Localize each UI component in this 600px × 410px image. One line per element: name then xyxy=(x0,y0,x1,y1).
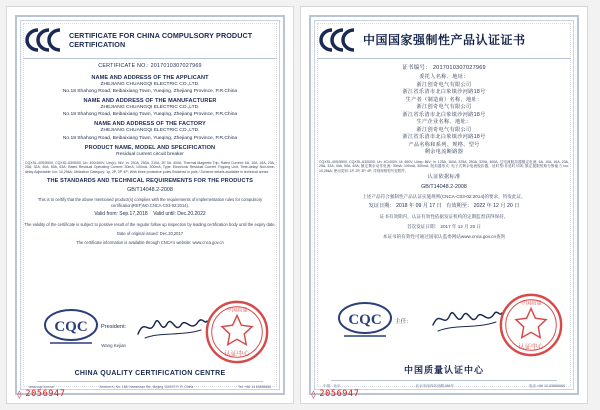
signature-band-right xyxy=(317,291,571,365)
serial-value-left: 2056947 xyxy=(25,389,66,399)
certificate-title-right: 中国国家强制性产品认证证书 xyxy=(363,32,526,47)
issue-date-value: Dec.20,2017 xyxy=(159,230,183,236)
product-name-cn: 剩余电流断路器 xyxy=(424,149,464,156)
manufacturer-name: ZHEJIANG CHUANGQI ELECTRIC CO.,LTD. xyxy=(100,105,200,111)
footer-website-left[interactable]: www.cqc.com.cn xyxy=(29,385,55,389)
applicant-address: No.18 Shahong Road, Beibaixiang Town, Yueqing, Zhejiang Province, P.R.China xyxy=(62,89,238,95)
applicant-address-cn: 浙江省乐清市北白象镇沙河路18号 xyxy=(402,89,486,96)
factory-name: ZHEJIANG CHUANGQI ELECTRIC CO.,LTD. xyxy=(100,128,200,134)
svg-text:认证中心: 认证中心 xyxy=(224,350,250,358)
cqc-logo-icon-right xyxy=(337,299,393,343)
certificate-number-right xyxy=(317,63,571,71)
factory-heading: NAME AND ADDRESS OF THE FACTORY xyxy=(94,121,206,128)
applicant-name: ZHEJIANG CHUANGQI ELECTRIC CO.,LTD. xyxy=(100,82,200,87)
serial-value-right: 2056947 xyxy=(319,389,360,399)
validity-note: The validity of the certificate is subject to positive result of the regular follow up inspection by leading certification body until the expiry date. xyxy=(24,221,276,227)
header-divider-right xyxy=(317,58,571,59)
president-name: Wang Kejian xyxy=(101,343,126,348)
certificate-title-left: CERTIFICATE FOR CHINA COMPULSORY PRODUCT CERTIFICATION xyxy=(69,31,253,49)
manufacturer-address: No.18 Shahong Road, Beibaixiang Town, Yueqing, Zhejiang Province, P.R.China xyxy=(62,112,238,118)
valid-until-label-cn: 有效期至： xyxy=(446,203,473,210)
product-heading-cn: 产品名称和系列、规格、型号 xyxy=(408,141,480,148)
valid-from-label-cn: 发证日期： xyxy=(368,203,395,210)
certificate-english xyxy=(6,6,294,404)
manufacturer-heading: NAME AND ADDRESS OF THE MANUFACTURER xyxy=(83,98,217,105)
product-specification-cn: CQXSL-40S/5500, CQXSL-63/5000, Un: 4C/400V, Ui: 690V, Uimp: 8kV; In: 125A, 160A, 225A, 250A, 320A, 400A; 过电流脱扣器额定电流: 6A, 10A, 16A, 20A, 25A, 32A, 40A, 50A, 63A; 额定剩余动作电流: 30mA, 100mA, 300mA; 脱扣器形式: 电子式剩余电流脱扣器，延时型/非延时可调; 额定极限短路分断能力 Icu: 10,25kA; 使用类别: 1P, 2P, 3P, 4P; 详细规格型号见附件。 xyxy=(319,159,569,174)
footer-divider-left xyxy=(37,381,263,382)
verification-note: The certificate information is available through CNCA's website: www.cnca.gov.cn xyxy=(76,239,224,245)
serial-glyph-left: ◊ xyxy=(17,389,23,399)
svg-text:认证中心: 认证中心 xyxy=(518,343,544,351)
certificate-number-left xyxy=(23,63,277,69)
svg-text:CQC: CQC xyxy=(54,319,88,335)
product-heading: PRODUCT NAME, MODEL AND SPECIFICATION xyxy=(84,144,216,151)
issue-date-label: Date of original issued: xyxy=(116,230,159,236)
factory-heading-cn: 生产企业名称、地址： xyxy=(416,119,472,126)
president-label: President: xyxy=(101,324,127,330)
footer-address-left: Section K, No. 188, Nanshuan Rd., Beijing 100070 P. R. China xyxy=(99,385,194,389)
valid-until-value: Dec.20.2022 xyxy=(177,211,206,218)
validity-dates xyxy=(23,211,277,219)
president-label-cn: 主任： xyxy=(395,319,412,325)
manufacturer-address-cn: 浙江省乐清市北白象镇沙河路18号 xyxy=(402,111,486,118)
applicant-heading-cn: 委托人名称、地址： xyxy=(419,74,469,80)
valid-from-value: Sep.17,2018 xyxy=(119,211,148,218)
ccc-logo-icon-right xyxy=(317,27,357,53)
certificate-number-label-right: 证书编号： xyxy=(402,65,432,71)
footer-divider-right xyxy=(331,380,557,381)
valid-until-value-cn: 2022 年 12 月 20 日 xyxy=(473,203,520,210)
factory-address: No.18 Shahong Road, Beibaixiang Town, Yueqing, Zhejiang Province, P.R.China xyxy=(62,135,238,141)
applicant-name-cn: 浙江创奇电气有限公司 xyxy=(416,81,472,88)
issue-date-label-cn: 首次发证日期： xyxy=(406,223,440,229)
certificate-header-left xyxy=(23,27,277,53)
issue-date-line xyxy=(23,231,277,237)
valid-until-label: Valid until: xyxy=(153,211,176,218)
official-seal-left xyxy=(203,298,271,366)
signature-image-left xyxy=(135,312,209,342)
footer-address-right: 北京市南四环西路188号 xyxy=(415,384,454,388)
organization-name-right: 中国质量认证中心 xyxy=(403,365,484,375)
footer-phone-left: Tel: +86 10 83886666 xyxy=(238,385,271,389)
compliance-note: This is to certify that the above mentioned product(s) complies with the requirements of implementation rules for compulsory certification(REF)NO.CNCA-C03-02:2014). xyxy=(37,196,263,208)
serial-number-right xyxy=(311,389,359,399)
manufacturer-heading-cn: 生产者（制造商）名称、地址： xyxy=(405,96,483,103)
validity-note-cn: 证书有效期内，认证有效性依据发证机构的定期监督获得保持。 xyxy=(379,214,509,220)
certificate-number-label-left: CERTIFICATE NO.: xyxy=(98,63,149,69)
valid-from-label: Valid from: xyxy=(94,211,118,218)
header-divider-left xyxy=(23,58,277,59)
president-block-left xyxy=(101,324,126,348)
signature-band-left xyxy=(23,298,277,372)
cqc-logo-icon-left xyxy=(43,306,99,350)
svg-text:CQC: CQC xyxy=(348,312,382,328)
certificate-chinese xyxy=(300,6,588,404)
certificate-number-value-right: 2017010307027969 xyxy=(432,65,486,71)
manufacturer-name-cn: 浙江创奇电气有限公司 xyxy=(416,104,472,111)
factory-address-cn: 浙江省乐清市北白象镇沙河路18号 xyxy=(402,134,486,141)
certificate-number-value-left: 2017010307027969 xyxy=(150,63,202,69)
footer-phone-right: 电话 +86 10 83886666 xyxy=(528,384,565,388)
organization-name-left: CHINA QUALITY CERTIFICATION CENTRE xyxy=(74,370,226,377)
issue-date-value-cn: 2017 年 12 月 20 日 xyxy=(440,223,482,229)
serial-glyph-right: ◊ xyxy=(311,389,317,399)
certificate-header-right xyxy=(317,27,571,53)
validity-dates-cn xyxy=(317,203,571,211)
standards-heading-cn: 认证依据标准 xyxy=(427,173,461,180)
svg-text:中国质量: 中国质量 xyxy=(520,300,542,307)
issue-date-line-cn xyxy=(317,224,571,231)
ccc-logo-icon xyxy=(23,27,63,53)
compliance-note-cn: 上述产品符合强制性产品认证实施规则(CNCA-C03-02:2014)的要求，特发此证。 xyxy=(362,194,526,200)
svg-text:中国质量: 中国质量 xyxy=(226,307,248,314)
footer-location-right: 中国 · 北京 xyxy=(323,384,341,388)
standards-value: GB/T14048.2-2008 xyxy=(127,186,173,193)
standards-heading: THE STANDARDS AND TECHNICAL REQUIREMENTS FOR THE PRODUCTS xyxy=(46,177,254,184)
serial-number-left xyxy=(17,389,65,399)
product-name: Residual current circuit breaker xyxy=(116,151,184,157)
verification-note-cn: 本证书的有效性可通过国家认监委网站www.cnca.gov.cn查询 xyxy=(382,233,506,239)
factory-name-cn: 浙江创奇电气有限公司 xyxy=(416,126,472,133)
signature-image-right xyxy=(429,305,503,335)
president-block-right xyxy=(395,317,412,325)
product-specification: CQXSL-40S/5500, CQXSL-63/5000, Un: 400/400V, Um(c): 9kV, In: 230A, 250A, 210A, 2E 3A, 400A, Thermal Magnetic Trip, Rated Current: 6A, 10A, 16A, 20A, 25A, 32A, 40A, 50A, 63A; Rated Residual Operating Current: 30mA, 100mA, 300mA; Type: Electronic Residual Current Tripping Unit, Time-delay/ Non-time-delay Adjustable; Icn: 10,25kA; Utilization Category: 1p, 2P, 3P, 4P; With three protective poles,Switched in pole / Scheme details available in technical annex. xyxy=(25,160,275,175)
standards-value-cn: GB/T14048.2-2008 xyxy=(421,184,467,191)
valid-from-value-cn: 2018 年 09 月 17 日 xyxy=(395,203,442,210)
official-seal-right xyxy=(497,291,565,359)
applicant-heading: NAME AND ADDRESS OF THE APPLICANT xyxy=(91,75,209,81)
